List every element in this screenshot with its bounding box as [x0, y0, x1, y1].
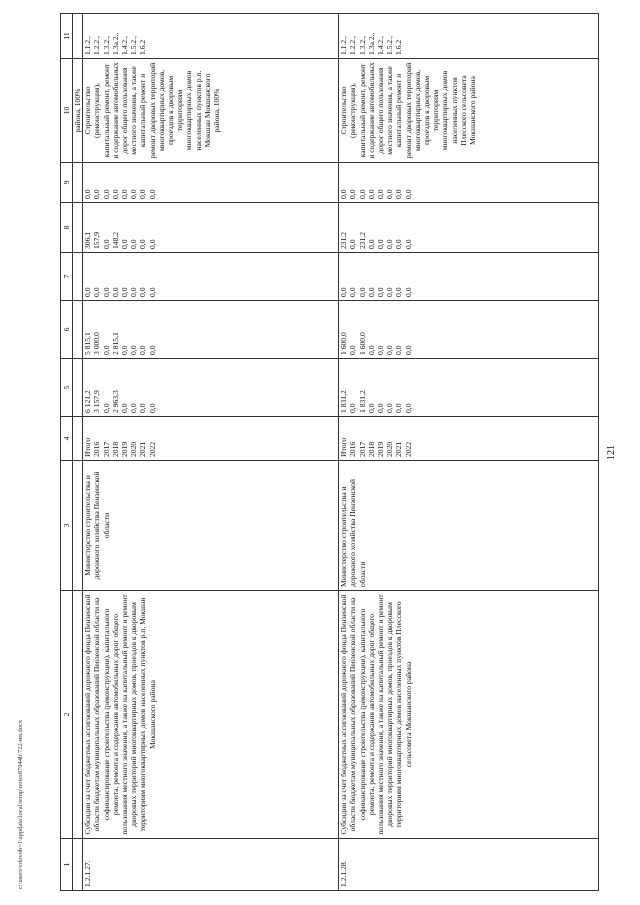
continued-row: [73, 14, 83, 891]
col-header-11: 11: [61, 14, 73, 59]
row-local-values: 231,2 0,0 231,2 0,0 0,0 0,0 0,0 0,0: [339, 203, 599, 253]
page-number: 121: [606, 445, 617, 460]
table-row: [83, 14, 339, 891]
row-years: Итого 2016 2017 2018 2019 2020 2021 2022: [339, 417, 599, 461]
col-header-5: 5: [61, 359, 73, 417]
row-id: 1.2.1.28.: [339, 839, 599, 891]
row-other-values: 0,0 0,0 0,0 0,0 0,0 0,0 0,0 0,0: [339, 163, 599, 203]
row-federal-values: 0,0 0,0 0,0 0,0 0,0 0,0 0,0 0,0: [339, 253, 599, 301]
row-regional-values: 5 815,1 3 000,0 0,0 2 815,1 0,0 0,0 0,0 0,0: [83, 301, 339, 359]
col-header-1: 1: [61, 839, 73, 891]
file-path-footer: c:\users\vdovob~1\appdata\local\temp\notes87944b\722-нп.docx: [17, 719, 24, 889]
col-header-6: 6: [61, 301, 73, 359]
program-table: [60, 13, 599, 891]
row-total-values: 1 831,2 0,0 1 831,2 0,0 0,0 0,0 0,0 0,0: [339, 359, 599, 417]
row-years: Итого 2016 2017 2018 2019 2020 2021 2022: [83, 417, 339, 461]
col-header-4: 4: [61, 417, 73, 461]
col-header-10: 10: [61, 59, 73, 163]
row-result: Строительство (реконструкция), капитальный ремонт, ремонт и содержание автомобильных дорог общего пользования местного значения, а также капитальный ремонт и ремонт дворовых территорий многоквартирных домов, проездов к дворовым территориям многоквартирных домов населенных пунктов р.п. Мокшан Мокшанского района, 100%: [83, 59, 339, 163]
row-total-values: 6 121,2 3 157,9 0,0 2 963,3 0,0 0,0 0,0 0,0: [83, 359, 339, 417]
row-regional-values: 1 600,0 0,0 1 600,0 0,0 0,0 0,0 0,0 0,0: [339, 301, 599, 359]
row-description: Субсидии за счет бюджетных ассигнований дорожного фонда Пензенской области бюджетам муниципальных образований Пензенской области на софинансирование строительства (реконструкции), капитального ремонта, ремонта и содержания автомобильных дорог общего пользования местного значения, а также на капитальный ремонт и ремонт дворовых территорий многоквартирных домов, проездов к дворовым территориям многоквартирных домов населенных пунктов Плесского сельсовета Мокшанского района: [339, 591, 599, 839]
col-header-7: 7: [61, 253, 73, 301]
col-header-3: 3: [61, 461, 73, 591]
column-number-row: [61, 14, 73, 891]
row-local-values: 306,1 157,9 0,0 148,2 0,0 0,0 0,0 0,0: [83, 203, 339, 253]
row-executor: Министерство строительства и дорожного хозяйства Пензенской области: [339, 461, 599, 591]
col-header-2: 2: [61, 591, 73, 839]
row-indicators: 1.1.2., 1.2.2., 1.3.2., 1.3а.2., 1.4.2., 1.5.2., 1.6.2: [83, 14, 339, 59]
row-result: Строительство (реконструкция), капитальный ремонт, ремонт и содержание автомобильных дорог общего пользования местного значения, а также капитальный ремонт и ремонт дворовых территорий многоквартирных домов, проездов к дворовым территориям многоквартирных домов населенных пунктов Плесского сельсовета Мокшанского района: [339, 59, 599, 163]
continued-text: района, 100%: [73, 59, 83, 163]
row-indicators: 1.1.2., 1.2.2., 1.3.2., 1.3а.2., 1.4.2., 1.5.2., 1.6.2: [339, 14, 599, 59]
col-header-9: 9: [61, 163, 73, 203]
row-other-values: 0,0 0,0 0,0 0,0 0,0 0,0 0,0 0,0: [83, 163, 339, 203]
row-id: 1.2.1.27.: [83, 839, 339, 891]
row-description: Субсидии за счет бюджетных ассигнований дорожного фонда Пензенской области бюджетам муниципальных образований Пензенской области на софинансирование строительства (реконструкции), капитального ремонта, ремонта и содержания автомобильных дорог общего пользования местного значения, а также на капитальный ремонт и ремонт дворовых территорий многоквартирных домов, проездов к дворовым территориям многоквартирных домов населенных пунктов р.п. Мокшан Мокшанского района: [83, 591, 339, 839]
row-executor: Министерство строительства и дорожного хозяйства Пензенской области: [83, 461, 339, 591]
table-row: [339, 14, 599, 891]
row-federal-values: 0,0 0,0 0,0 0,0 0,0 0,0 0,0 0,0: [83, 253, 339, 301]
col-header-8: 8: [61, 203, 73, 253]
